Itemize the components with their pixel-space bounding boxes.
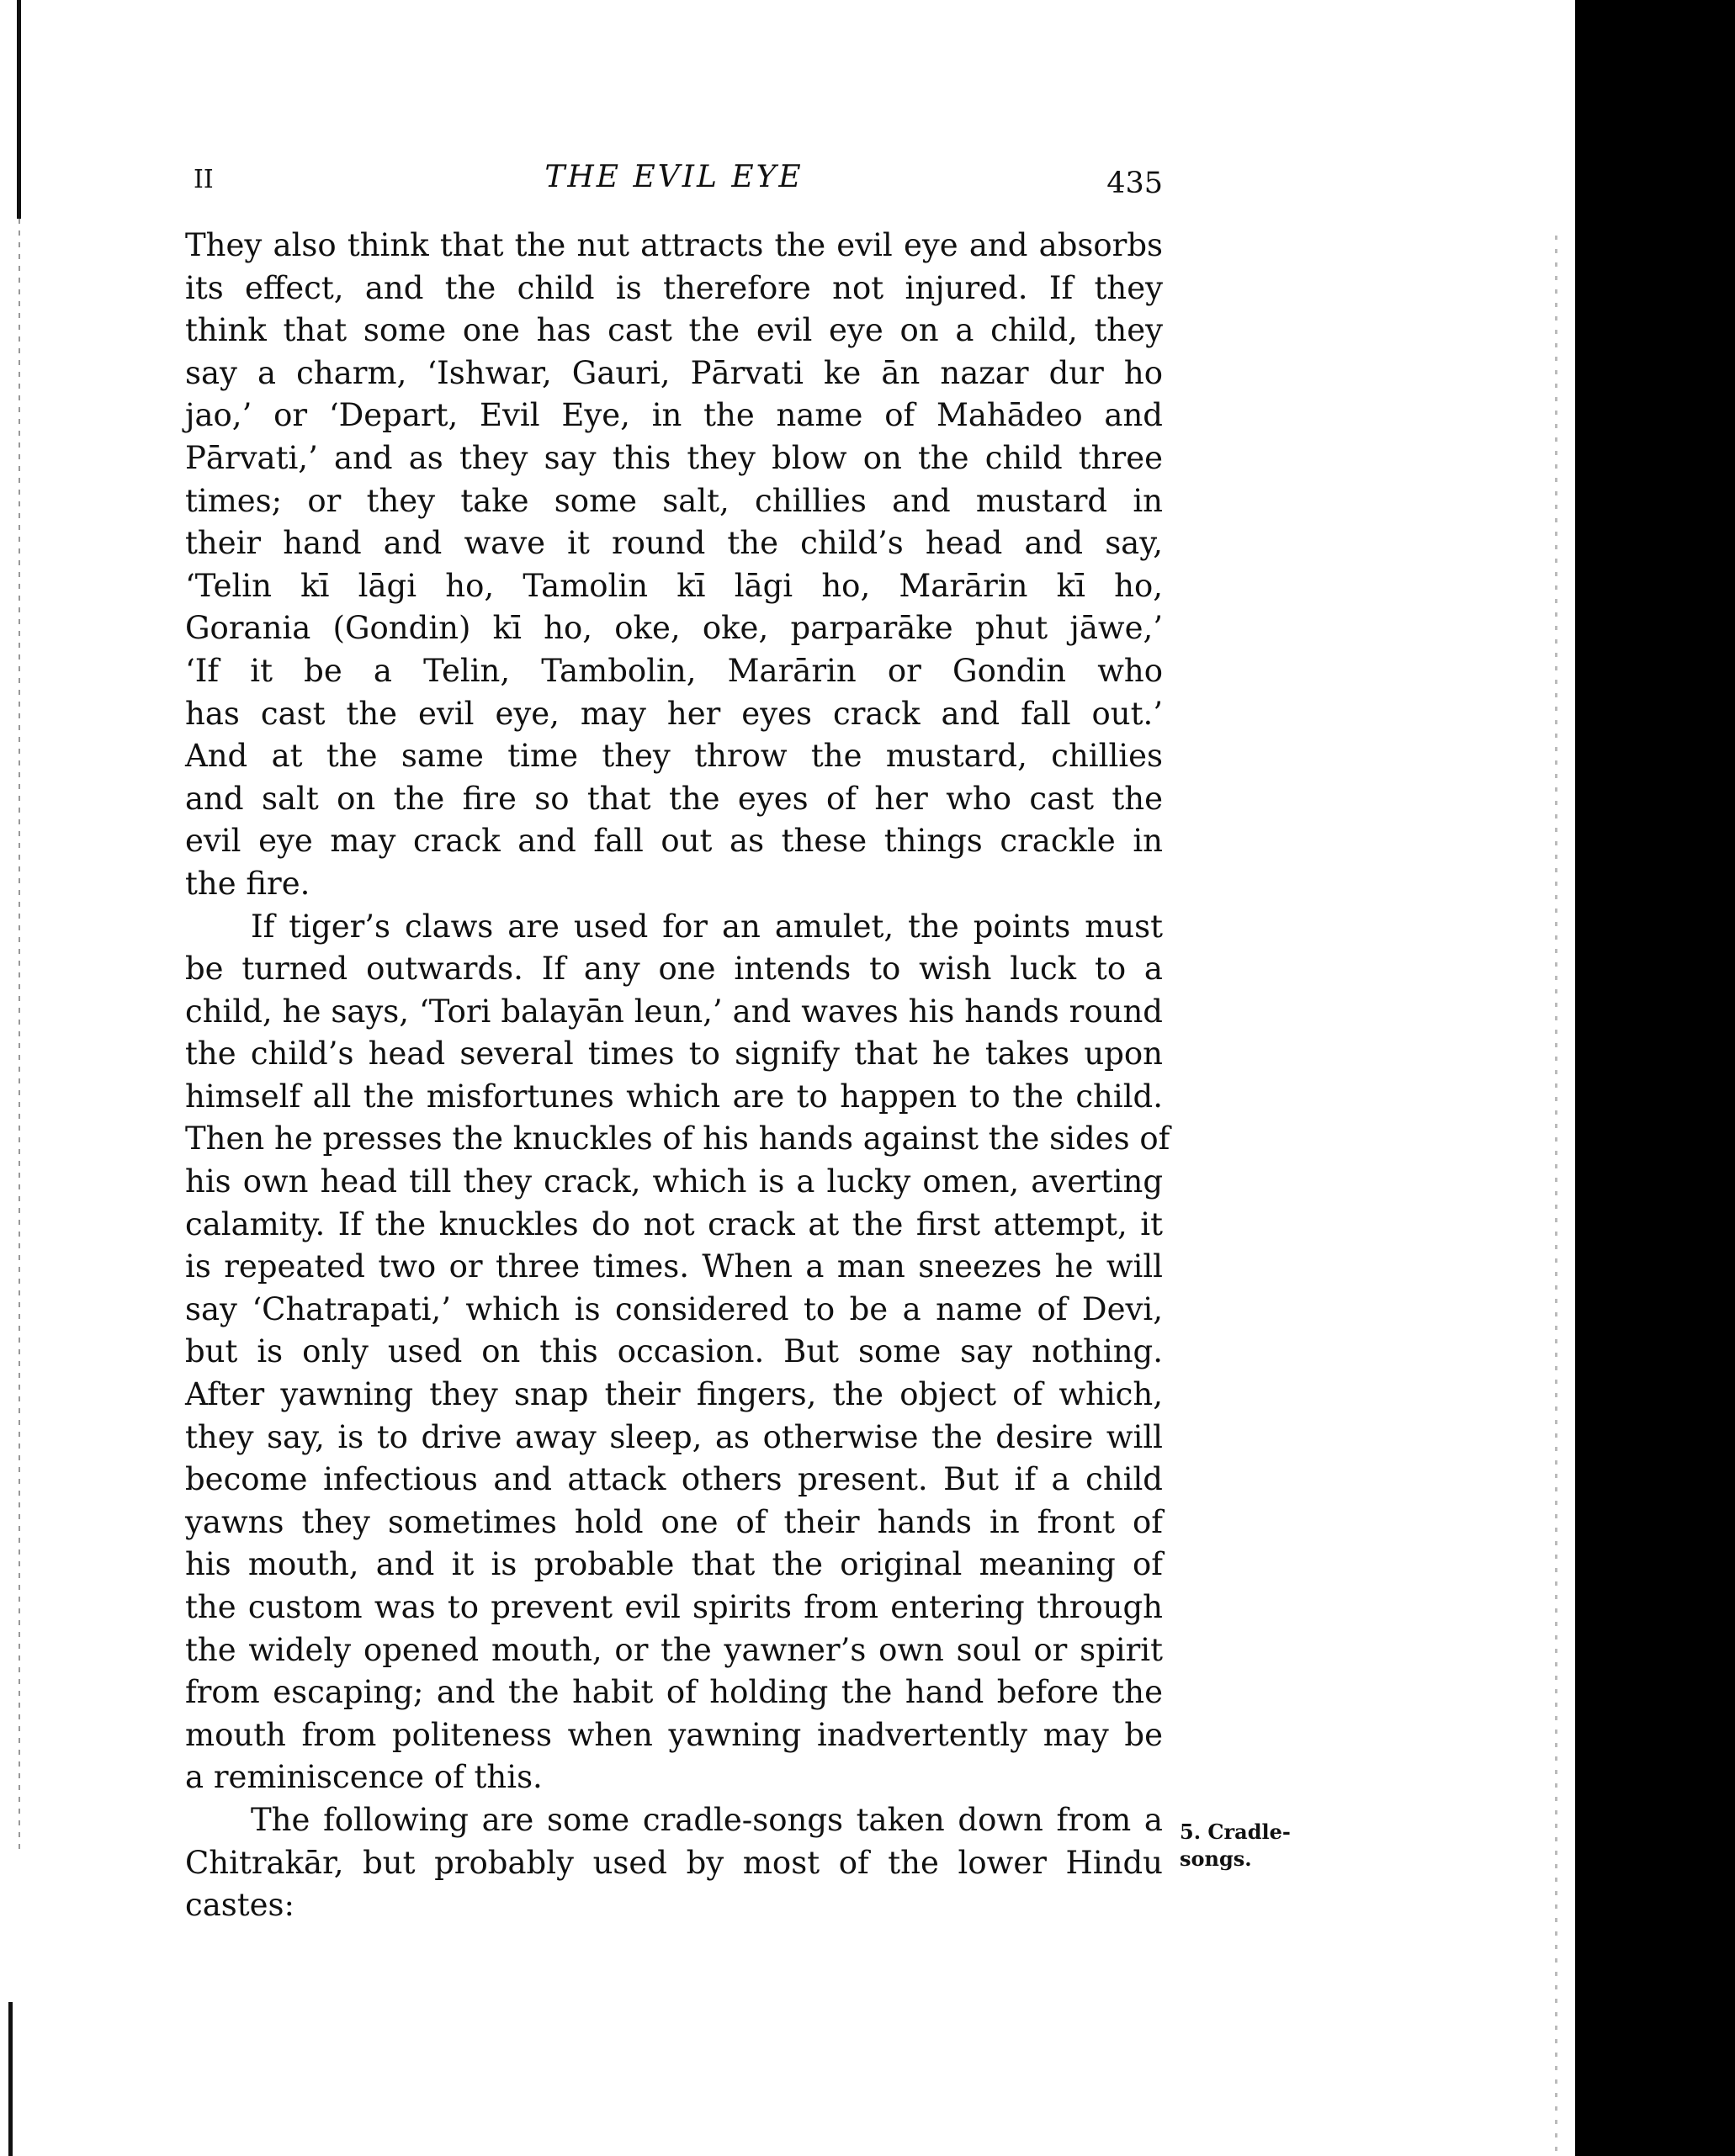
text-line: his mouth, and it is probable that the original meaning of: [185, 1546, 1163, 1583]
text-line: After yawning they snap their fingers, the object of which,: [185, 1376, 1163, 1413]
scan-edge-mark: [19, 219, 20, 1851]
text-line: is repeated two or three times. When a man sneezes he will: [185, 1248, 1163, 1285]
text-line: times; or they take some salt, chillies and mustard in: [185, 482, 1163, 519]
text-line: evil eye may crack and fall out as these things crackle in: [185, 823, 1163, 860]
text-line: ‘Telin kī lāgi ho, Tamolin kī lāgi ho, Marārin kī ho,: [185, 567, 1163, 604]
text-line: but is only used on this occasion. But some say nothing.: [185, 1333, 1163, 1370]
text-line: yawns they sometimes hold one of their hands in front of: [185, 1503, 1163, 1540]
marginal-note: [1180, 1819, 1291, 1873]
running-title: THE EVIL EYE: [544, 160, 804, 194]
text-line: mouth from politeness when yawning inadvertently may be: [185, 1716, 1163, 1753]
page-number: 435: [1106, 167, 1163, 200]
text-line: If tiger’s claws are used for an amulet, the points must: [251, 908, 1163, 945]
text-line: and salt on the fire so that the eyes of her who cast the: [185, 780, 1163, 817]
marginal-note-line: 5. Cradle-: [1180, 1820, 1291, 1844]
text-line: a reminiscence of this.: [185, 1759, 543, 1796]
marginal-note-line: songs.: [1180, 1846, 1252, 1871]
text-line: jao,’ or ‘Depart, Evil Eye, in the name of Mahādeo and: [185, 397, 1163, 434]
text-line: himself all the misfortunes which are to happen to the child.: [185, 1078, 1163, 1115]
text-line: they say, is to drive away sleep, as otherwise the desire will: [185, 1418, 1163, 1455]
body-text: [185, 225, 1170, 1927]
text-line: Then he presses the knuckles of his hands against the sides of: [185, 1120, 1170, 1157]
text-line: from escaping; and the habit of holding the hand before the: [185, 1674, 1163, 1711]
scan-right-edge: [1575, 0, 1735, 2156]
running-head: [185, 153, 1163, 204]
text-line: the fire.: [185, 865, 310, 902]
scan-edge-mark: [8, 2002, 13, 2156]
text-line: his own head till they crack, which is a lucky omen, averting: [185, 1163, 1163, 1200]
text-line: Pārvati,’ and as they say this they blow on the child three: [185, 439, 1163, 476]
text-line: child, he says, ‘Tori balayān leun,’ and waves his hands round: [185, 993, 1163, 1030]
text-line: And at the same time they throw the mustard, chillies: [185, 738, 1163, 775]
text-line: be turned outwards. If any one intends to wish luck to a: [185, 951, 1163, 988]
text-line: their hand and wave it round the child’s head and say,: [185, 525, 1163, 562]
text-line: Gorania (Gondin) kī ho, oke, oke, parparāke phut jāwe,’: [185, 610, 1163, 647]
scan-left-edge: [0, 0, 39, 2156]
text-line: Chitrakār, but probably used by most of the lower Hindu: [185, 1844, 1163, 1881]
text-line: the custom was to prevent evil spirits from entering through: [185, 1589, 1163, 1625]
text-line: become infectious and attack others present. But if a child: [185, 1461, 1163, 1498]
scan-gutter-speckle: [1555, 236, 1557, 2153]
text-line: the child’s head several times to signify that he takes upon: [185, 1036, 1163, 1073]
text-line: The following are some cradle-songs taken down from a: [251, 1801, 1163, 1838]
text-line: calamity. If the knuckles do not crack at the first attempt, it: [185, 1205, 1163, 1242]
text-line: castes:: [185, 1887, 294, 1924]
text-line: its effect, and the child is therefore not injured. If they: [185, 269, 1163, 306]
text-line: say a charm, ‘Ishwar, Gauri, Pārvati ke ān nazar dur ho: [185, 354, 1163, 391]
chapter-number: II: [194, 165, 214, 194]
text-line: They also think that the nut attracts the evil eye and absorbs: [185, 227, 1163, 263]
text-line: ‘If it be a Telin, Tambolin, Marārin or Gondin who: [185, 652, 1163, 689]
text-line: the widely opened mouth, or the yawner’s own soul or spirit: [185, 1631, 1163, 1668]
scan-edge-mark: [17, 0, 21, 219]
text-line: think that some one has cast the evil eye on a child, they: [185, 312, 1163, 349]
text-line: say ‘Chatrapati,’ which is considered to be a name of Devi,: [185, 1290, 1163, 1327]
text-line: has cast the evil eye, may her eyes crack and fall out.’: [185, 695, 1163, 732]
